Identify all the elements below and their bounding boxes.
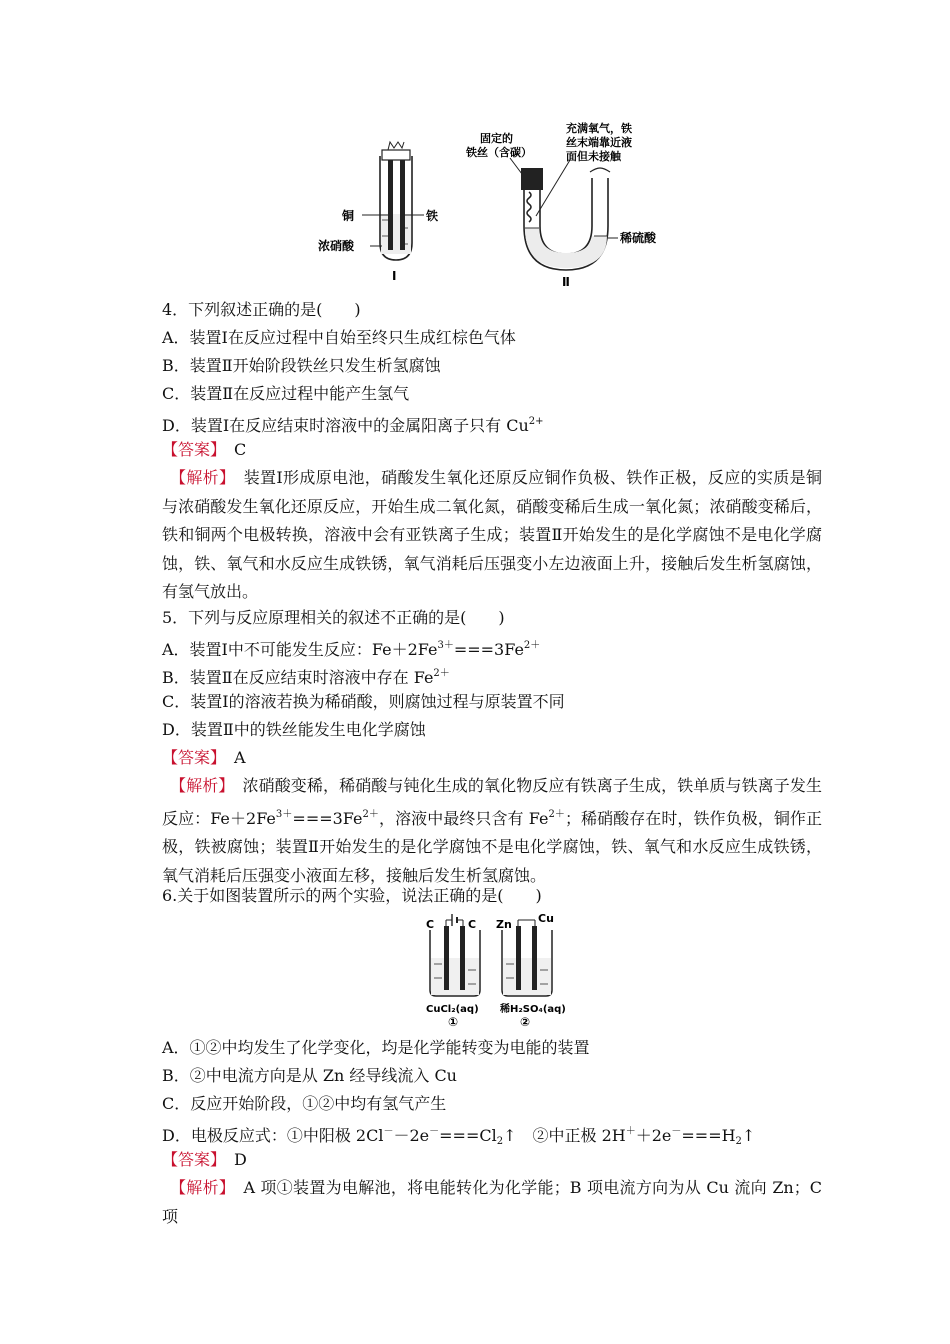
q4-answer: 【答案】 C	[162, 440, 247, 459]
q6-option-b: B．②中电流方向是从 Zn 经导线流入 Cu	[162, 1066, 457, 1085]
q4-stem: 4．下列叙述正确的是( )	[162, 300, 361, 319]
apparatus-I	[318, 142, 438, 283]
q5-answer: 【答案】 A	[162, 748, 246, 767]
answer-tag: 【答案】	[162, 1150, 219, 1169]
answer-tag: 【答案】	[162, 440, 219, 459]
analysis-tag: 【解析】	[170, 776, 227, 795]
q5-stem: 5．下列与反应原理相关的叙述不正确的是( )	[162, 608, 505, 627]
q4-option-d: D．装置Ⅰ在反应结束时溶液中的金属阳离子只有 $Cu^{2+}$	[162, 416, 544, 435]
q6-option-a: A．①②中均发生了化学变化，均是化学能转变为电能的装置	[162, 1038, 590, 1057]
q4-analysis: 【解析】 装置Ⅰ形成原电池，硝酸发生氧化还原反应铜作负极、铁作正极，反应的实质是铜与浓硝酸发生氧化还原反应，开始生成二氧化氮，硝酸变稀后生成一氧化氮；浓硝酸变稀后，铁和铜两个电极转换，溶液中会有亚铁离子生成；装置Ⅱ开始发生的是化学腐蚀不是电化学腐蚀，铁、氧气和水反应生成铁锈，氧气消耗后压强变小左边液面上升，接触后发生析氢腐蚀，有氢气放出。	[162, 468, 822, 601]
q5-option-c: C．装置Ⅰ的溶液若换为稀硝酸，则腐蚀过程与原装置不同	[162, 692, 565, 711]
cell1-electrode-right-label: C	[468, 918, 477, 931]
label-fe: 铁	[426, 209, 439, 223]
q6-answer: 【答案】 D	[162, 1150, 247, 1169]
label-cu: 铜	[342, 209, 355, 223]
cell2-number: ②	[520, 1015, 531, 1029]
electrolysis-cell-figure	[410, 908, 570, 1028]
answer-tag: 【答案】	[162, 748, 219, 767]
q6-analysis: 【解析】 A 项①装置为电解池，将电能转化为化学能；B 项电流方向为从 Cu 流向 Zn；C 项	[162, 1178, 822, 1226]
label-device-II: Ⅱ	[562, 275, 570, 289]
cell-1	[426, 914, 480, 1029]
q6-stem: 6.关于如图装置所示的两个实验，说法正确的是( )	[162, 886, 542, 905]
cell1-electrode-left-label: C	[426, 918, 435, 931]
cell1-solution-label: CuCl₂(aq)	[426, 1004, 479, 1015]
label-device-I: Ⅰ	[392, 269, 397, 283]
cell1-number: ①	[448, 1015, 459, 1029]
apparatus-II	[465, 121, 657, 289]
q5-option-a: A．装置Ⅰ中不可能发生反应：$Fe+2Fe^{3+}===3Fe^{2+}$	[162, 640, 541, 659]
q4-option-a: A．装置Ⅰ在反应过程中自始至终只生成红棕色气体	[162, 328, 516, 347]
cell-2	[496, 912, 566, 1029]
q6-option-d: D．电极反应式：①中阳极 $2Cl^--2e^-===Cl_2↑$ ②中正极 $2H^++2e^-===H_2↑$	[162, 1126, 756, 1147]
cell2-solution-label: 稀H₂SO₄(aq)	[500, 1004, 566, 1015]
label-dilute-sulfuric-acid: 稀硫酸	[620, 231, 657, 245]
q5-analysis: 【解析】 浓硝酸变稀，稀硝酸与钝化生成的氧化物反应有铁离子生成，铁单质与铁离子发生反应：$Fe+2Fe^{3+}===3Fe^{2+}$，溶液中最终只含有 $Fe^{2+}$；稀硝酸存在时，铁作负极，铜作正极，铁被腐蚀；装置Ⅱ开始发生的是化学腐蚀不是电化学腐蚀，铁、氧气和水反应生成铁锈，氧气消耗后压强变小液面左移，接触后发生析氢腐蚀。	[162, 776, 822, 885]
apparatus-figure	[318, 118, 657, 298]
label-oxygen-2: 丝末端靠近液	[566, 136, 632, 149]
cell2-zn-label: Zn	[496, 918, 512, 931]
q4-option-c: C．装置Ⅱ在反应过程中能产生氢气	[162, 384, 410, 403]
label-fixed-wire-1: 固定的	[480, 132, 513, 145]
label-conc-nitric-acid: 浓硝酸	[318, 239, 355, 253]
analysis-tag: 【解析】	[170, 468, 228, 487]
label-fixed-wire-2: 铁丝（含碳）	[466, 146, 532, 159]
cell2-cu-label: Cu	[538, 912, 554, 925]
label-oxygen-3: 面但未接触	[566, 150, 621, 163]
analysis-tag: 【解析】	[170, 1178, 228, 1197]
q4-option-b: B．装置Ⅱ开始阶段铁丝只发生析氢腐蚀	[162, 356, 441, 375]
q5-option-d: D．装置Ⅱ中的铁丝能发生电化学腐蚀	[162, 720, 426, 739]
label-oxygen-1: 充满氧气，铁	[566, 122, 632, 135]
q5-option-b: B．装置Ⅱ在反应结束时溶液中存在 $Fe^{2+}$	[162, 668, 450, 687]
q6-option-c: C．反应开始阶段，①②中均有氢气产生	[162, 1094, 447, 1113]
